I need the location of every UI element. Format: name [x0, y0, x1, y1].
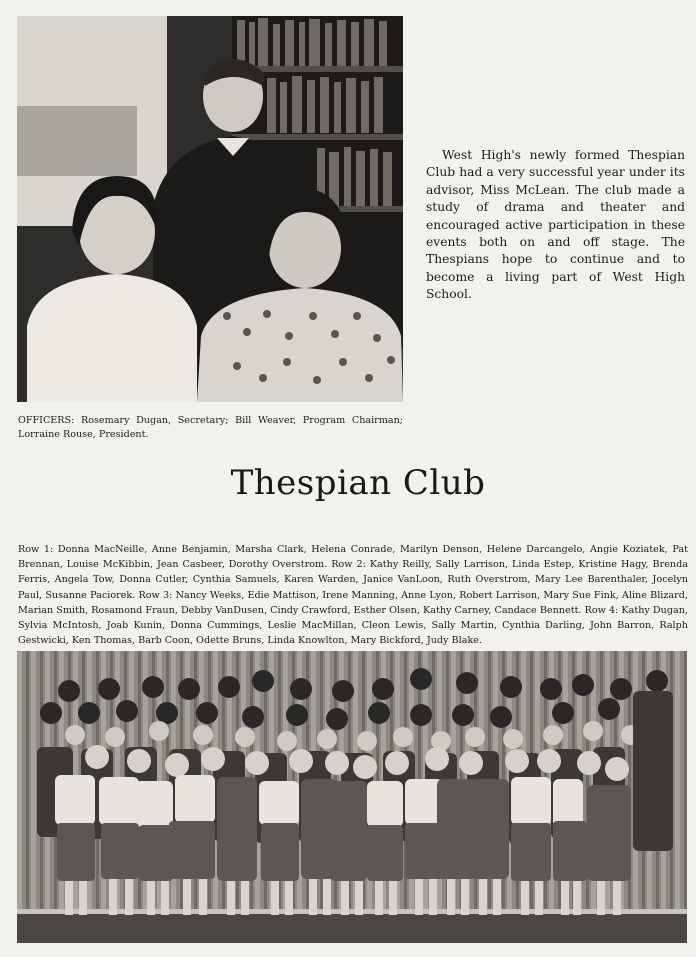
group-photo — [17, 651, 687, 943]
officers-photo — [17, 16, 403, 402]
officers-caption: OFFICERS: Rosemary Dugan, Secretary; Bill Weaver, Program Chairman; Lorraine Rouse, President. — [18, 415, 403, 440]
page-title: Thespian Club — [230, 463, 486, 503]
intro-paragraph: West High's newly formed Thespian Club had a very successful year under its advisor, Miss McLean. The club made a study of drama and theater and encouraged active participation in these events both on and off stage. The Thespians hope to continue and to become a living part of West High School. — [426, 148, 685, 302]
member-roster: Row 1: Donna MacNeille, Anne Benjamin, Marsha Clark, Helena Conrade, Marilyn Denson, Helene Darcangelo, Angie Koziatek, Pat Brennan, Louise McKibbin, Jean Casbeer, Dorothy Overstrom. Row 2: Kathy Reilly, Sally Larrison, Linda Estep, Kristine Hagy, Brenda Ferris, Angela Tow, Donna Cutler, Cynthia Samuels, Karen Warden, Janice VanLoon, Ruth Overstrom, Mary Lee Barenthaler, Jocelyn Paul, Susanne Paciorek. Row 3: Nancy Weeks, Edie Mattison, Irene Manning, Anne Lyon, Robert Larrison, Mary Sue Fink, Aline Blizard, Marian Smith, Rosamond Fraun, Debby VanDusen, Cindy Crawford, Esther Olsen, Kathy Carney, Candace Bennett. Row 4: Kathy Dugan, Sylvia McIntosh, Joab Kunin, Donna Cummings, Leslie MacMillan, Cleon Lewis, Sally Martin, Cynthia Darling, John Barron, Ralph Gestwicki, Ken Thomas, Barb Coon, Odette Bruns, Linda Knowlton, Mary Bickford, Judy Blake. — [18, 544, 688, 647]
